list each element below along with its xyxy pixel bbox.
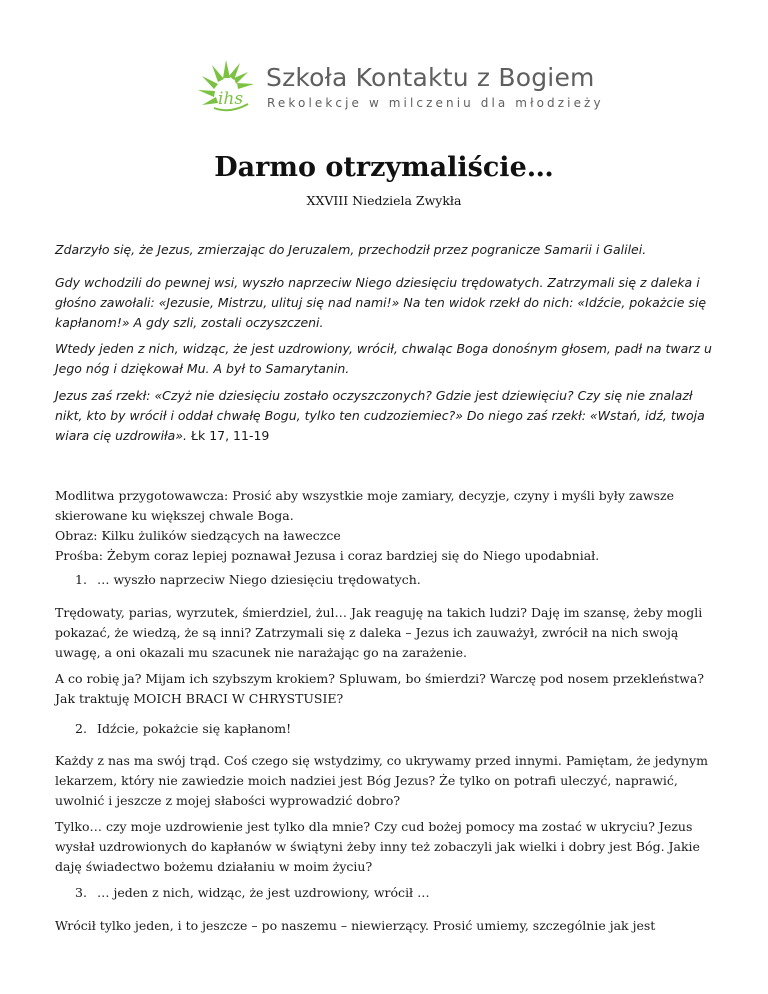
gospel-paragraph: Gdy wchodzili do pewnej wsi, wyszło naprzeciw Niego dziesięciu trędowatych. Zatrzymali się z daleka i głośno zawołali: «Jezusie, Mistrzu, ulituj się nad nami!» Na ten widok rzekł do nich: «Idźcie, pokażcie się kapłanom!» A gdy szli, zostali oczyszczeni. xyxy=(55,275,707,330)
prep-block xyxy=(55,486,720,566)
point-paragraph: Trędowaty, parias, wyrzutek, śmierdziel, żul… Jak reaguję na takich ludzi? Daję im szansę, żeby mogli pokazać, że wiedzą, że są inni? Zatrzymali się z daleka – Jezus ich zauważył, zwrócił na nich swoją uwagę, a oni okazali mu szacunek nie narażając go na zarażenie. xyxy=(55,605,703,660)
point-paragraph: Wrócił tylko jeden, i to jeszcze – po naszemu – niewierzący. Prosić umiemy, szczególnie jak jest xyxy=(55,918,656,933)
point-number: 3. xyxy=(75,885,87,900)
point-paragraph: A co robię ja? Mijam ich szybszym krokiem? Spluwam, bo śmierdzi? Warczę pod nosem przekleństwa? Jak traktuję MOICH BRACI W CHRYSTUSIE? xyxy=(55,671,704,706)
prep-image: Obraz: Kilku żulików siedzących na ławeczce xyxy=(55,528,341,543)
point-heading xyxy=(75,883,715,903)
document-title: Darmo otrzymaliście… xyxy=(214,152,554,183)
point-paragraph: Każdy z nas ma swój trąd. Coś czego się wstydzimy, co ukrywamy przed innymi. Pamiętam, że jedynym lekarzem, który nie zawiedzie moich nadziei jest Bóg Jezus? Że tylko on potrafi uleczyć, naprawić, uwolnić i jeszcze z mojej słabości wyprowadzić dobro? xyxy=(55,753,708,808)
point-paragraph: Tylko… czy moje uzdrowienie jest tylko dla mnie? Czy cud bożej pomocy ma zostać w ukryciu? Jezus wysłał uzdrowionych do kapłanów w świątyni żeby inny też zobaczyli jak wielki i dobry jest Bóg. Jakie daję świadectwo bożemu działaniu w moim życiu? xyxy=(55,819,700,874)
gospel-paragraph: Jezus zaś rzekł: «Czyż nie dziesięciu zostało oczyszczonych? Gdzie jest dziewięciu? Czy się nie znalazł nikt, kto by wrócił i oddał chwałę Bogu, tylko ten cudzoziemiec?» Do niego zaś rzekł: «Wstań, idź, twoja wiara cię uzdrowiła». Łk 17, 11-19 xyxy=(55,388,705,443)
point-number: 2. xyxy=(75,721,87,736)
prep-prayer: Modlitwa przygotowawcza: Prosić aby wszystkie moje zamiary, decyzje, czyny i myśli były zawsze skierowane ku większej chwale Boga. xyxy=(55,488,675,523)
prep-request: Prośba: Żebym coraz lepiej poznawał Jezusa i coraz bardziej się do Niego upodabniał. xyxy=(55,548,600,563)
point-heading xyxy=(75,570,715,590)
logo-title: Szkoła Kontaktu z Bogiem xyxy=(266,63,595,92)
gospel-reference: Łk 17, 11-19 xyxy=(190,428,270,443)
document-subtitle: XXVIII Niedziela Zwykła xyxy=(306,193,462,208)
logo-subtitle: Rekolekcje w milczeniu dla młodzieży xyxy=(267,96,604,110)
svg-text:ihs: ihs xyxy=(218,89,244,109)
logo xyxy=(196,56,604,118)
point-heading-text: … wyszło naprzeciw Niego dziesięciu trędowatych. xyxy=(97,572,421,587)
point-number: 1. xyxy=(75,572,87,587)
gospel-paragraph: Zdarzyło się, że Jezus, zmierzając do Jeruzalem, przechodził przez pogranicze Samarii i Galilei. xyxy=(55,242,647,257)
point-heading-text: Idźcie, pokażcie się kapłanom! xyxy=(97,721,292,736)
point-heading-text: … jeden z nich, widząc, że jest uzdrowiony, wrócił … xyxy=(97,885,430,900)
ihs-sunburst-logo-icon xyxy=(196,56,262,118)
gospel-paragraph: Wtedy jeden z nich, widząc, że jest uzdrowiony, wrócił, chwaląc Boga donośnym głosem, padł na twarz u Jego nóg i dziękował Mu. A był to Samarytanin. xyxy=(55,341,712,376)
point-heading xyxy=(75,719,715,739)
